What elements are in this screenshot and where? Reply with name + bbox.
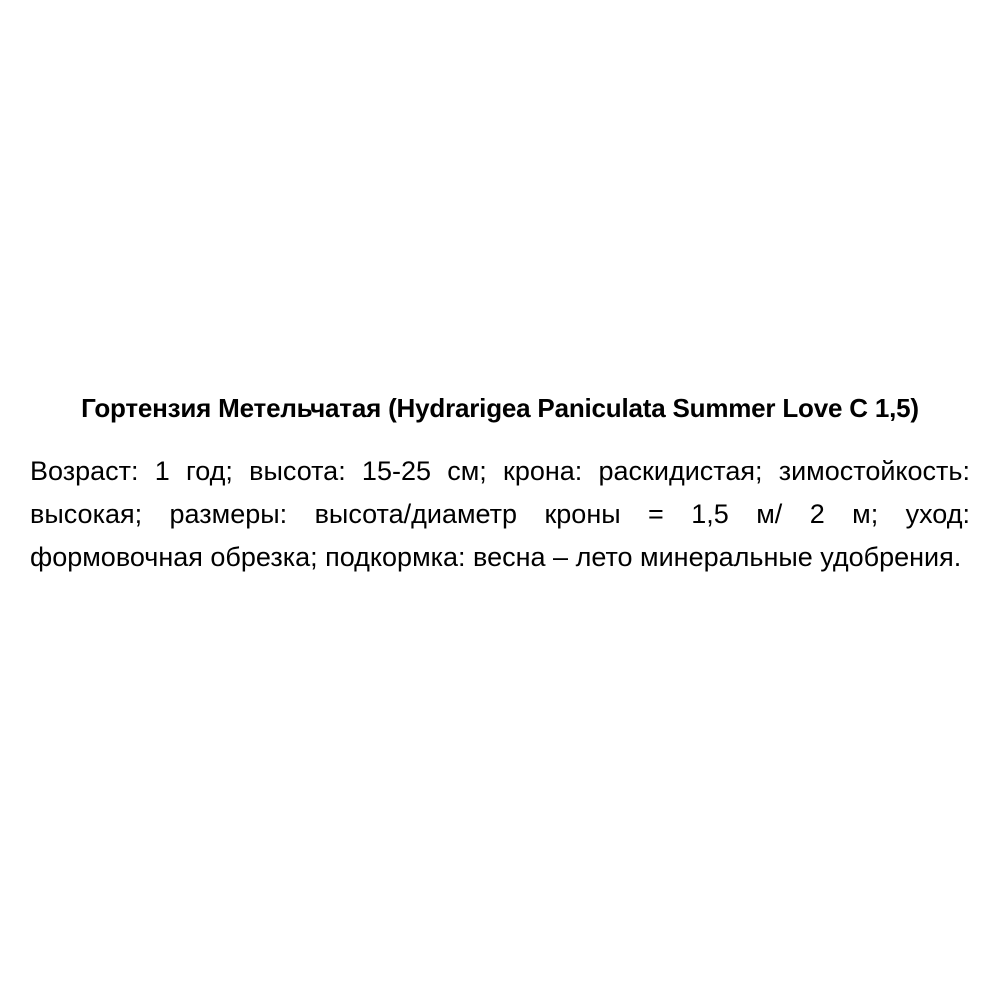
- document-body: [30, 388, 970, 579]
- product-description: Возраст: 1 год; высота: 15-25 см; крона: раскидистая; зимостойкость: высокая; размеры: высота/диаметр кроны = 1,5 м/ 2 м; уход: формовочная обрезка; подкормка: весна – лето минеральные удобрения.: [30, 456, 970, 572]
- product-title: Гортензия Метельчатая (Hydrarigea Paniculata Summer Love C 1,5): [81, 393, 919, 423]
